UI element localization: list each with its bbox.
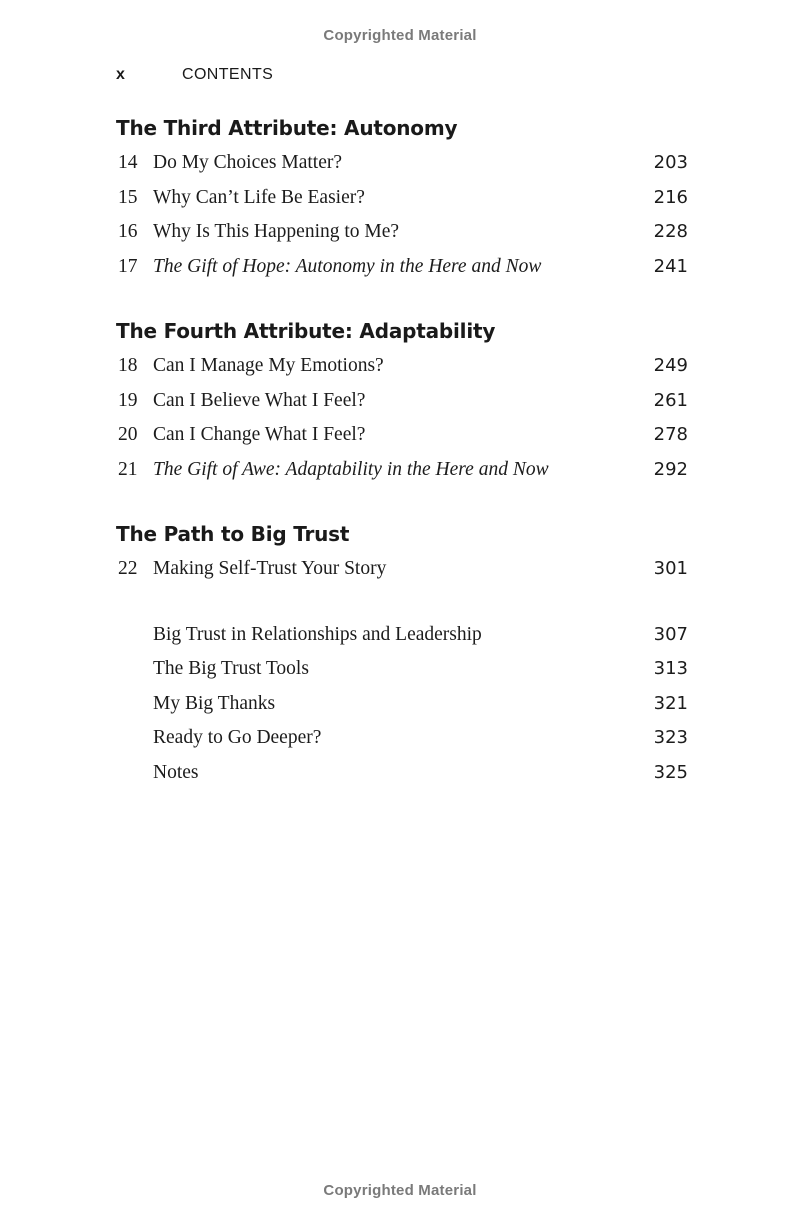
backmatter-entry[interactable] (116, 687, 688, 722)
chapter-number: 17 (118, 255, 138, 277)
chapter-title: Do My Choices Matter? (153, 152, 343, 173)
backmatter-title: Big Trust in Relationships and Leadership (153, 623, 482, 645)
page-number: 249 (653, 355, 688, 376)
toc-entry[interactable] (116, 215, 688, 250)
chapter-number: 16 (118, 221, 138, 242)
chapter-number: 21 (118, 458, 138, 480)
page-number: 228 (653, 221, 688, 242)
page-number: 278 (653, 424, 688, 445)
chapter-number: 19 (118, 389, 138, 411)
page-number: 261 (653, 389, 688, 411)
page-number: 292 (653, 458, 688, 480)
toc-entry[interactable] (116, 181, 688, 216)
part-heading: The Path to Big Trust (116, 522, 350, 546)
page-number: 325 (653, 761, 688, 783)
page-folio: x (116, 66, 125, 83)
part-heading: The Third Attribute: Autonomy (116, 116, 458, 140)
page-number: 241 (653, 255, 688, 277)
page-number: 301 (653, 558, 688, 579)
toc-entry[interactable] (116, 349, 688, 384)
chapter-title: The Gift of Hope: Autonomy in the Here and Now (153, 255, 542, 277)
chapter-number: 18 (118, 355, 138, 376)
chapter-title: Why Can’t Life Be Easier? (153, 186, 365, 208)
toc-entry[interactable] (116, 552, 688, 587)
copyright-watermark-bottom: Copyrighted Material (323, 1182, 477, 1199)
chapter-title: Can I Change What I Feel? (153, 424, 366, 445)
part-third-attribute (116, 112, 688, 284)
toc-entry[interactable] (116, 146, 688, 181)
backmatter-entry[interactable] (116, 652, 688, 687)
chapter-title: Making Self-Trust Your Story (153, 558, 387, 579)
chapter-title: The Gift of Awe: Adaptability in the Here and Now (153, 458, 549, 480)
part-heading: The Fourth Attribute: Adaptability (116, 319, 496, 343)
backmatter-title: Ready to Go Deeper? (153, 727, 322, 748)
page-number: 313 (653, 658, 688, 679)
chapter-title: Can I Manage My Emotions? (153, 355, 384, 376)
chapter-title: Why Is This Happening to Me? (153, 221, 400, 242)
page-number: 323 (653, 727, 688, 748)
backmatter-title: The Big Trust Tools (153, 658, 309, 679)
page-number: 307 (653, 623, 688, 645)
toc-entry[interactable] (116, 250, 688, 285)
backmatter-list (116, 618, 688, 791)
toc-entry[interactable] (116, 453, 688, 488)
part-fourth-attribute (116, 315, 688, 487)
backmatter-entry[interactable] (116, 618, 688, 653)
page-number: 203 (653, 152, 688, 173)
toc-entry[interactable] (116, 384, 688, 419)
chapter-number: 14 (118, 152, 138, 173)
chapter-number: 20 (118, 424, 138, 445)
chapter-number: 22 (118, 558, 138, 579)
table-of-contents (116, 112, 688, 790)
copyright-watermark-top: Copyrighted Material (323, 27, 477, 44)
page-number: 216 (653, 186, 688, 208)
chapter-title: Can I Believe What I Feel? (153, 389, 366, 411)
part-path-to-big-trust (116, 518, 688, 587)
backmatter-entry[interactable] (116, 756, 688, 791)
backmatter-title: Notes (153, 761, 199, 783)
backmatter-title: My Big Thanks (153, 692, 276, 714)
backmatter-entry[interactable] (116, 721, 688, 756)
chapter-number: 15 (118, 186, 138, 208)
toc-entry[interactable] (116, 418, 688, 453)
section-label: CONTENTS (182, 66, 274, 83)
page-number: 321 (653, 692, 688, 714)
